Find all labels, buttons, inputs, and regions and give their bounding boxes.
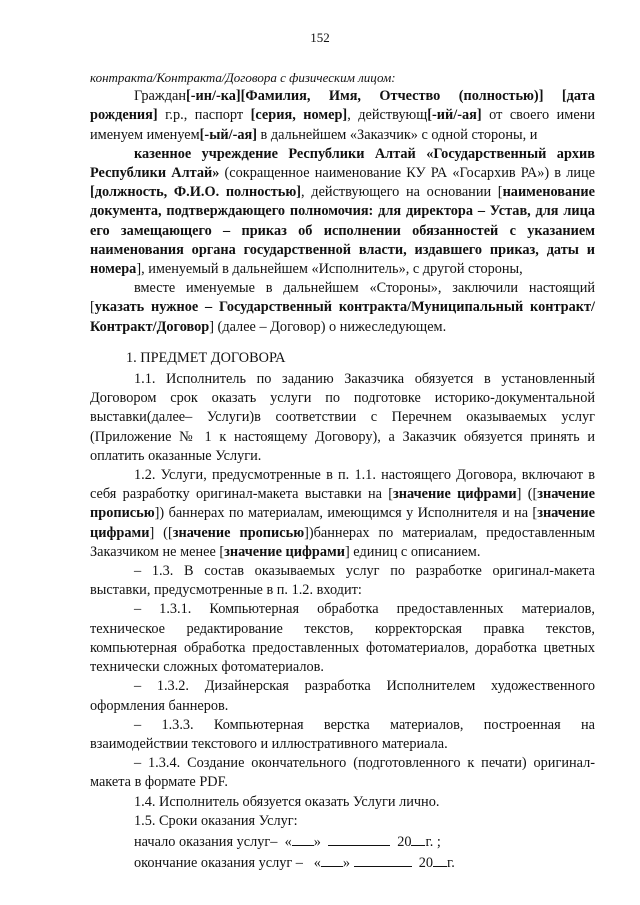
paragraph-intro-note: контракта/Контракта/Договора с физическим лицом:	[90, 70, 396, 85]
clause-1-3-4: – 1.3.4. Создание окончательного (подготовленного к печати) оригинал-макета в формате PDF.	[90, 755, 595, 791]
paragraph-customer: Граждан[-ин/-ка][Фамилия, Имя, Отчество (полностью)] [дата рождения] г.р., паспорт [серия, номер], действующ[-ий/-ая] от своего имени именуем именуем[-ый/-ая] в дальнейшем «Заказчик» с одной стороны, и	[90, 88, 596, 143]
service-end-date: окончание оказания услуг – « » 20 г.	[90, 852, 595, 873]
clause-1-4: 1.4. Исполнитель обязуется оказать Услуги лично.	[134, 793, 440, 810]
clause-1-5: 1.5. Сроки оказания Услуг:	[134, 812, 298, 829]
paragraph-contractor: казенное учреждение Республики Алтай «Государственный архив Республики Алтай» (сокращенное наименование КУ РА «Госархив РА») в лице [должность, Ф.И.О. полностью], действующего на основании [наименование документа, подтверждающего полномочия: для директора – Устав, для лица его замещающего – приказ об исполнении обязанностей с указанием наименования органа государственной власти, издавшего приказ, даты и номера], именуемый в дальнейшем «Исполнитель», с другой стороны,	[90, 145, 595, 278]
document-body	[90, 68, 595, 873]
clause-1-3-3: – 1.3.3. Компьютерная верстка материалов, построенная на взаимодействии текстового и иллюстративного материала.	[90, 716, 595, 752]
clause-1-3-2: – 1.3.2. Дизайнерская разработка Исполнителем художественного оформления баннеров.	[90, 678, 595, 714]
service-start-date: начало оказания услуг– « » 20 г. ;	[90, 831, 595, 852]
clause-1-1: 1.1. Исполнитель по заданию Заказчика обязуется в установленный Договором срок оказать услуги по подготовке историко-документальной выставки(далее– Услуги)в соответствии с Перечнем оказываемых услуг (Приложение № 1 к настоящему Договору), а Заказчик обязуется принять и оплатить оказанные Услуги.	[90, 371, 595, 464]
paragraph-parties: вместе именуемые в дальнейшем «Стороны», заключили настоящий [указать нужное – Государственный контракта/Муниципальный контракт/Контракт/Договор] (далее – Договор) о нижеследующем.	[90, 280, 595, 335]
page-number: 152	[310, 30, 330, 45]
clause-1-3-1: – 1.3.1. Компьютерная обработка предоставленных материалов, техническое редактирование текстов, корректорская правка текстов, компьютерная обработка предоставленных фотоматериалов, доработка цветных технически сложных фотоматериалов.	[90, 601, 595, 676]
clause-1-3: – 1.3. В состав оказываемых услуг по разработке оригинал-макета выставки, предусмотренные в п. 1.2. входит:	[90, 563, 595, 599]
section-heading: 1. ПРЕДМЕТ ДОГОВОРА	[126, 349, 286, 366]
clause-1-2: 1.2. Услуги, предусмотренные в п. 1.1. настоящего Договора, включают в себя разработку оригинал-макета выставки на [значение цифрами] ([значение прописью]) баннерах по материалам, имеющимся у Исполнителя и на [значение цифрами] ([значение прописью])баннерах по материалам, предоставленным Заказчиком не менее [значение цифрами] единиц с описанием.	[90, 467, 596, 560]
